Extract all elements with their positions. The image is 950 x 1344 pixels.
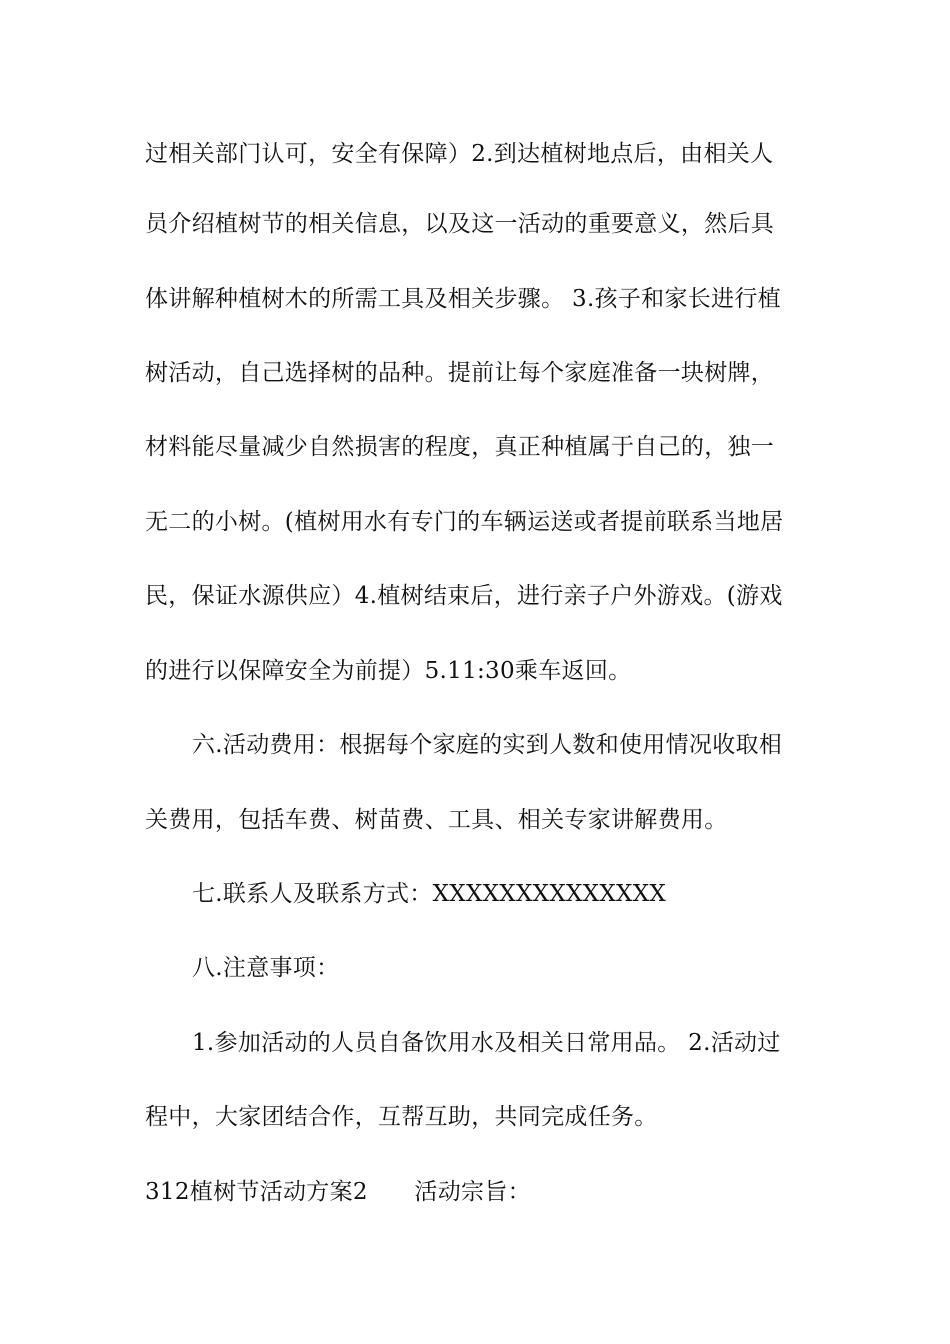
- paragraph-line: 员介绍植树节的相关信息，以及这一活动的重要意义，然后具: [145, 211, 775, 237]
- paragraph-line: 体讲解种植树木的所需工具及相关步骤。 3.孩子和家长进行植: [145, 286, 781, 312]
- section-heading-contact: 七.联系人及联系方式：XXXXXXXXXXXXXX: [192, 881, 667, 907]
- paragraph-line: 程中，大家团结合作，互帮互助，共同完成任务。: [145, 1104, 658, 1130]
- paragraph-line: 树活动，自己选择树的品种。提前让每个家庭准备一块树牌，: [145, 360, 775, 386]
- section-heading-notes: 八.注意事项：: [192, 955, 340, 981]
- paragraph-line: 材料能尽量减少自然损害的程度，真正种植属于自己的，独一: [145, 434, 775, 460]
- paragraph-line: 1.参加活动的人员自备饮用水及相关日常用品。 2.活动过: [192, 1030, 781, 1056]
- paragraph-line: 的进行以保障安全为前提）5.11:30乘车返回。: [145, 658, 632, 684]
- paragraph-line: 民，保证水源供应）4.植树结束后，进行亲子户外游戏。(游戏: [145, 583, 783, 609]
- paragraph-line: 无二的小树。(植树用水有专门的车辆运送或者提前联系当地居: [145, 509, 784, 535]
- document-title-line: 312植树节活动方案2 活动宗旨：: [145, 1179, 531, 1205]
- paragraph-line: 过相关部门认可，安全有保障）2.到达植树地点后，由相关人: [145, 141, 774, 167]
- section-heading-fees: 六.活动费用：根据每个家庭的实到人数和使用情况收取相: [192, 732, 783, 758]
- paragraph-line: 关费用，包括车费、树苗费、工具、相关专家讲解费用。: [145, 807, 728, 833]
